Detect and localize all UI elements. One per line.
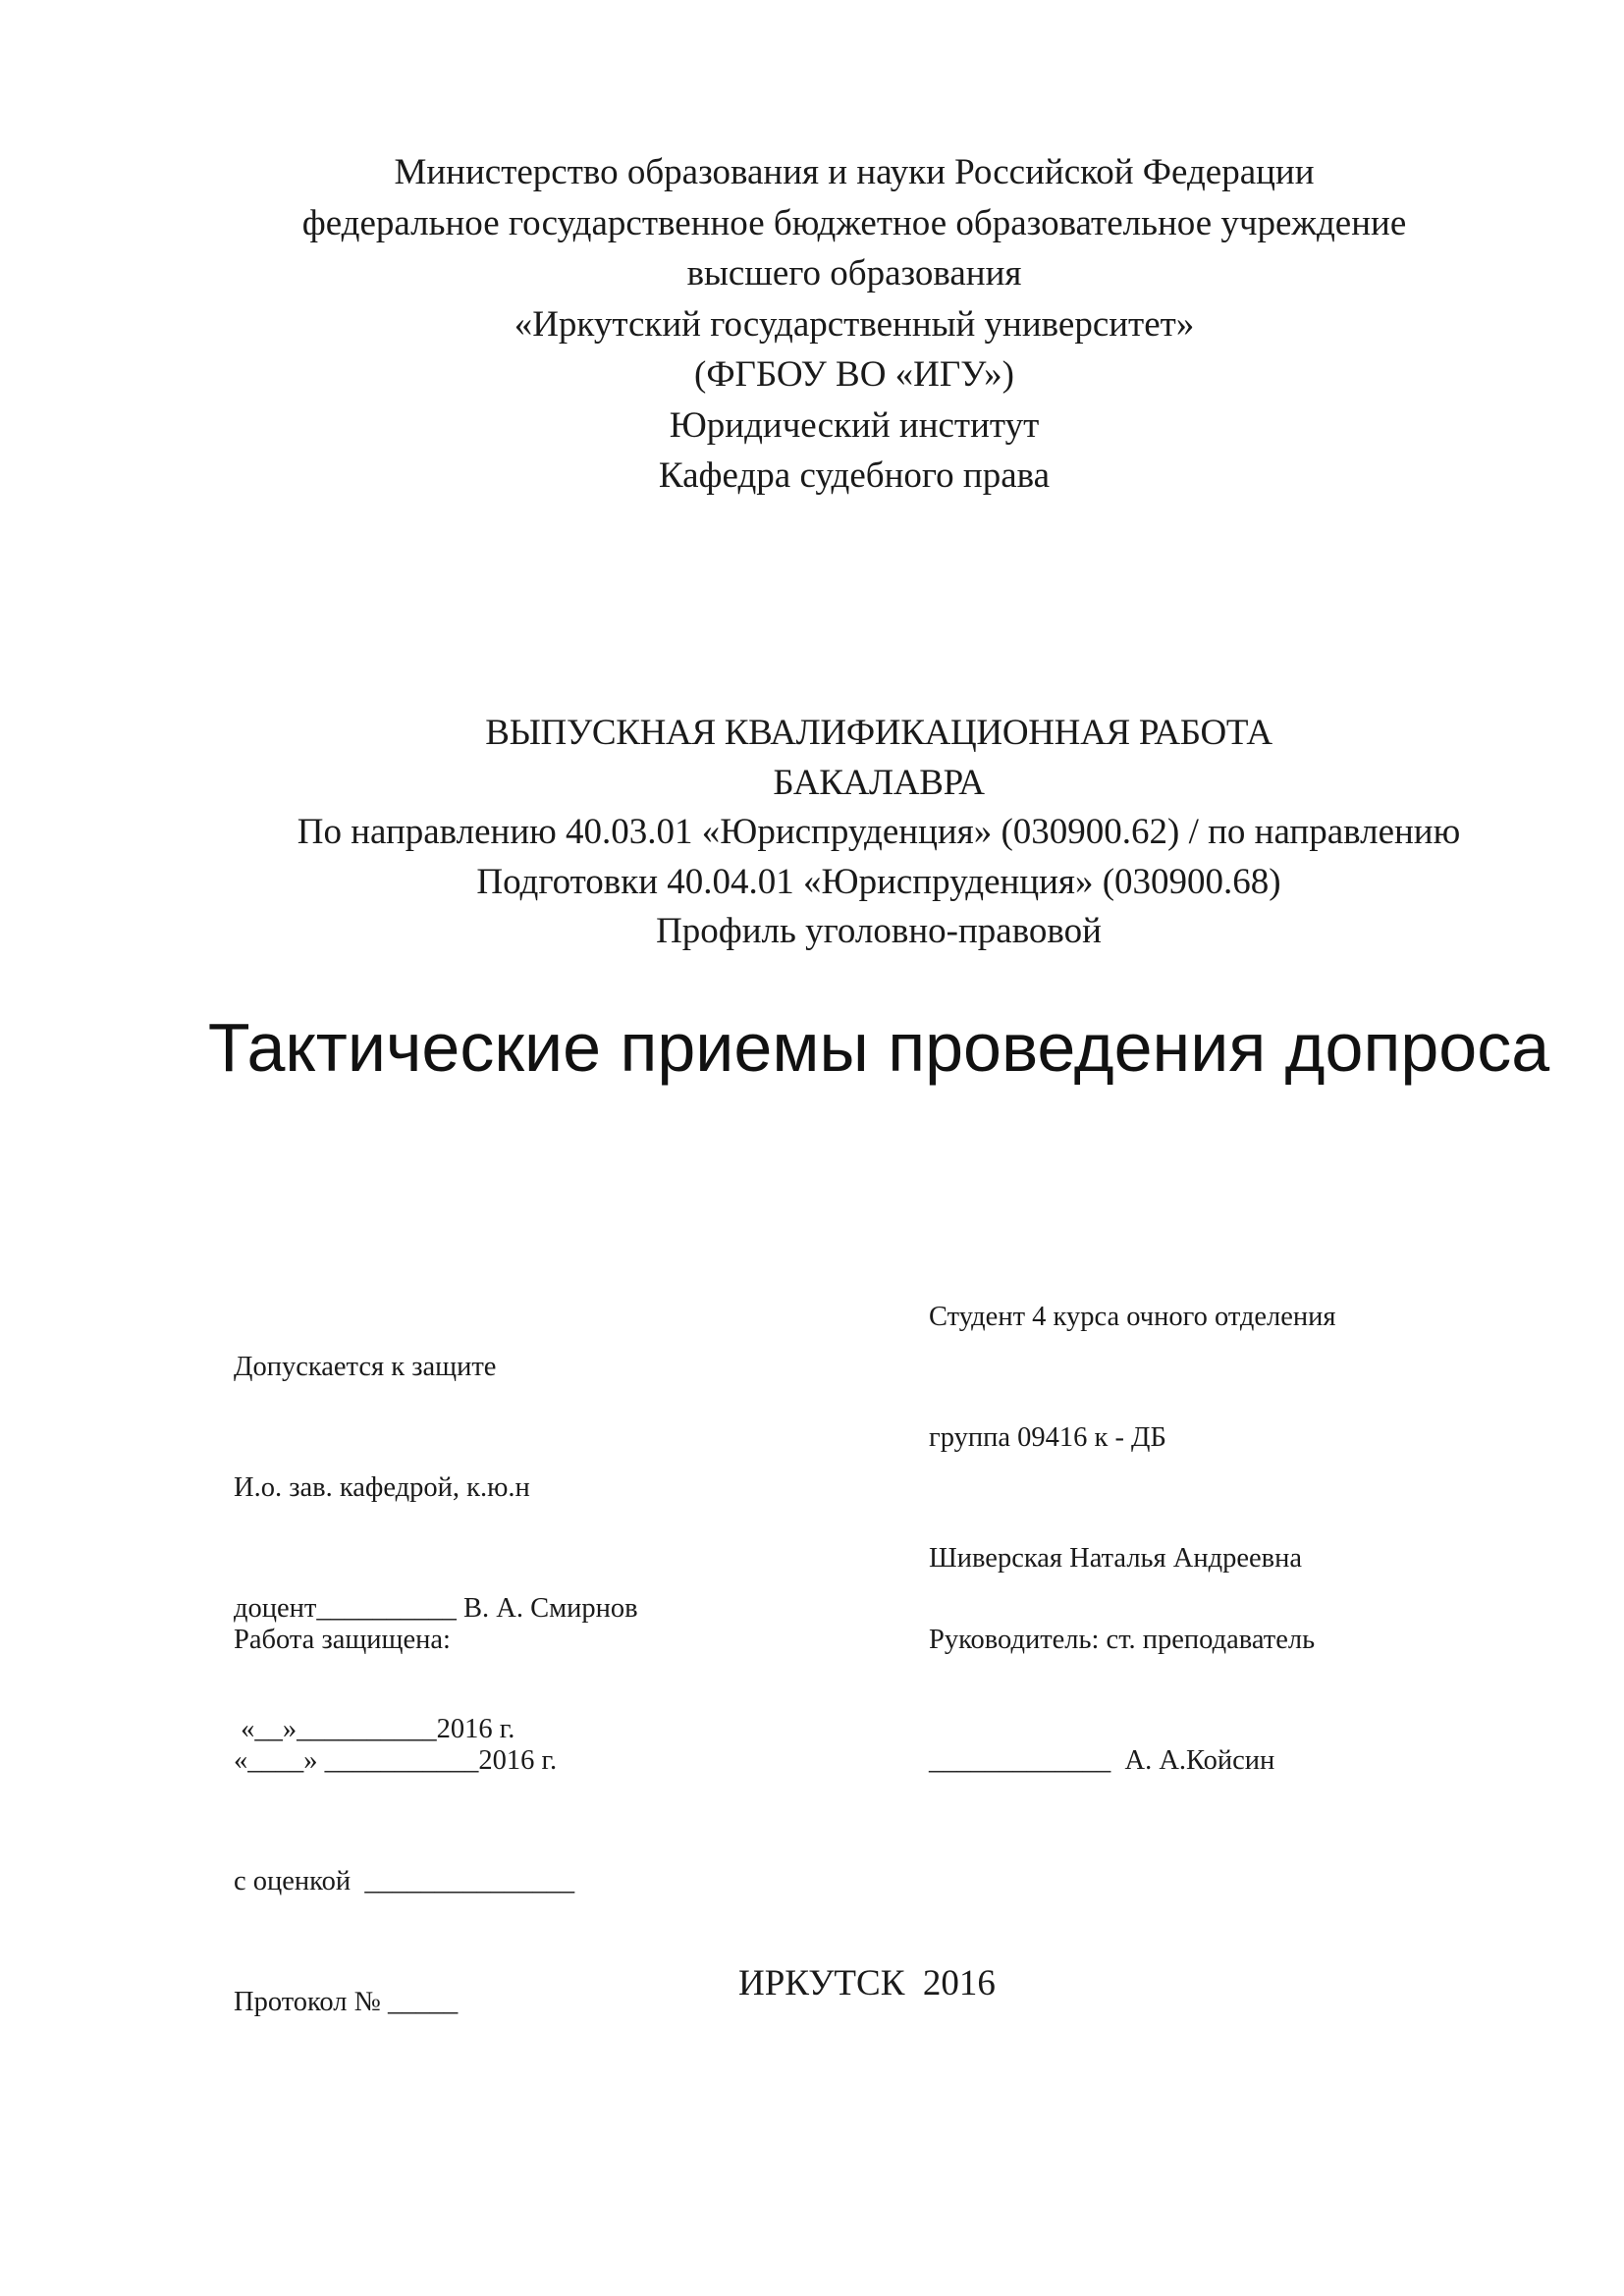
department-line: Кафедра судебного права bbox=[658, 455, 1051, 496]
defense-grade-line: с оценкой _______________ bbox=[234, 1866, 575, 1896]
city-year: ИРКУТСК 2016 bbox=[738, 1963, 996, 2003]
defense-info bbox=[234, 1539, 574, 2103]
institute-line: Юридический институт bbox=[669, 404, 1040, 446]
thesis-title: Тактические приемы проведения допроса bbox=[207, 1009, 1550, 1086]
admission-title-line: Допускается к защите bbox=[234, 1352, 497, 1382]
institution-header bbox=[0, 147, 1624, 502]
admission-signature-line: доцент__________ В. А. Смирнов bbox=[234, 1593, 638, 1624]
direction-line: По направлению 40.03.01 «Юриспруденция» (030900.62) / по направлению bbox=[297, 812, 1461, 852]
work-type-block bbox=[0, 709, 1624, 957]
defense-date-line: «____» ___________2016 г. bbox=[234, 1745, 558, 1776]
advisor-title-line: Руководитель: ст. преподаватель bbox=[929, 1625, 1316, 1655]
education-level-line: высшего образования bbox=[686, 253, 1022, 294]
admission-head-line: И.о. зав. кафедрой, к.ю.н bbox=[234, 1472, 530, 1503]
advisor-signature-line: _____________ А. А.Койсин bbox=[929, 1745, 1275, 1776]
defense-title-line: Работа защищена: bbox=[234, 1625, 451, 1655]
degree-line: БАКАЛАВРА bbox=[773, 762, 985, 803]
university-name-line: «Иркутский государственный университет» bbox=[514, 303, 1195, 345]
ministry-line: Министерство образования и науки Российской Федерации bbox=[394, 152, 1315, 192]
admission-date-line: «__»__________2016 г. bbox=[234, 1714, 515, 1744]
work-type-line: ВЫПУСКНАЯ КВАЛИФИКАЦИОННАЯ РАБОТА bbox=[485, 713, 1272, 753]
profile-line: Профиль уголовно-правовой bbox=[656, 911, 1102, 951]
defense-protocol-line: Протокол № _____ bbox=[234, 1987, 459, 2017]
preparation-line: Подготовки 40.04.01 «Юриспруденция» (030900.68) bbox=[476, 861, 1281, 902]
student-name-line: Шиверская Наталья Андреевна bbox=[929, 1543, 1303, 1574]
advisor-info bbox=[929, 1539, 1315, 1861]
student-group-line: группа 09416 к - ДБ bbox=[929, 1422, 1166, 1453]
institution-type-line: федеральное государственное бюджетное образовательное учреждение bbox=[301, 202, 1407, 243]
student-course-line: Студент 4 курса очного отделения bbox=[929, 1302, 1336, 1332]
university-abbrev-line: (ФГБОУ ВО «ИГУ») bbox=[694, 354, 1014, 395]
